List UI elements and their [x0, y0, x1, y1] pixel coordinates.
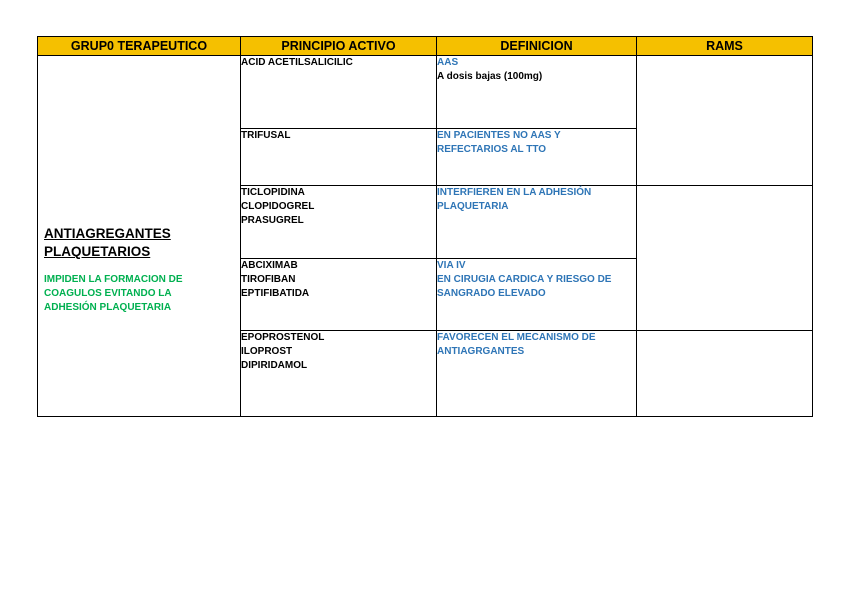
header-principio: PRINCIPIO ACTIVO	[241, 37, 437, 56]
group-description: IMPIDEN LA FORMACION DE COAGULOS EVITANDO LA ADHESIÓN PLAQUETARIA	[44, 274, 183, 313]
rams-cell	[637, 186, 813, 331]
active-cell: ABCIXIMAB TIROFIBAN EPTIFIBATIDA	[241, 259, 437, 331]
header-grupo: GRUP0 TERAPEUTICO	[38, 37, 241, 56]
rams-cell	[637, 56, 813, 186]
group-title: ANTIAGREGANTES PLAQUETARIOS	[44, 226, 171, 259]
group-cell	[38, 56, 241, 417]
header-row	[38, 37, 813, 56]
active-cell: TICLOPIDINA CLOPIDOGREL PRASUGREL	[241, 186, 437, 259]
header-rams: RAMS	[637, 37, 813, 56]
definition-cell: AAS A dosis bajas (100mg)	[437, 56, 637, 129]
definition-cell: EN PACIENTES NO AAS Y REFECTARIOS AL TTO	[437, 129, 637, 186]
drug-table	[37, 36, 813, 417]
table-row	[38, 56, 813, 129]
rams-cell	[637, 331, 813, 417]
definition-cell: INTERFIEREN EN LA ADHESIÓN PLAQUETARIA	[437, 186, 637, 259]
active-cell: ACID ACETILSALICILIC	[241, 56, 437, 129]
header-definicion: DEFINICION	[437, 37, 637, 56]
active-cell: TRIFUSAL	[241, 129, 437, 186]
active-cell: EPOPROSTENOL ILOPROST DIPIRIDAMOL	[241, 331, 437, 417]
definition-cell: FAVORECEN EL MECANISMO DE ANTIAGRGANTES	[437, 331, 637, 417]
definition-cell: VIA IV EN CIRUGIA CARDICA Y RIESGO DE SANGRADO ELEVADO	[437, 259, 637, 331]
